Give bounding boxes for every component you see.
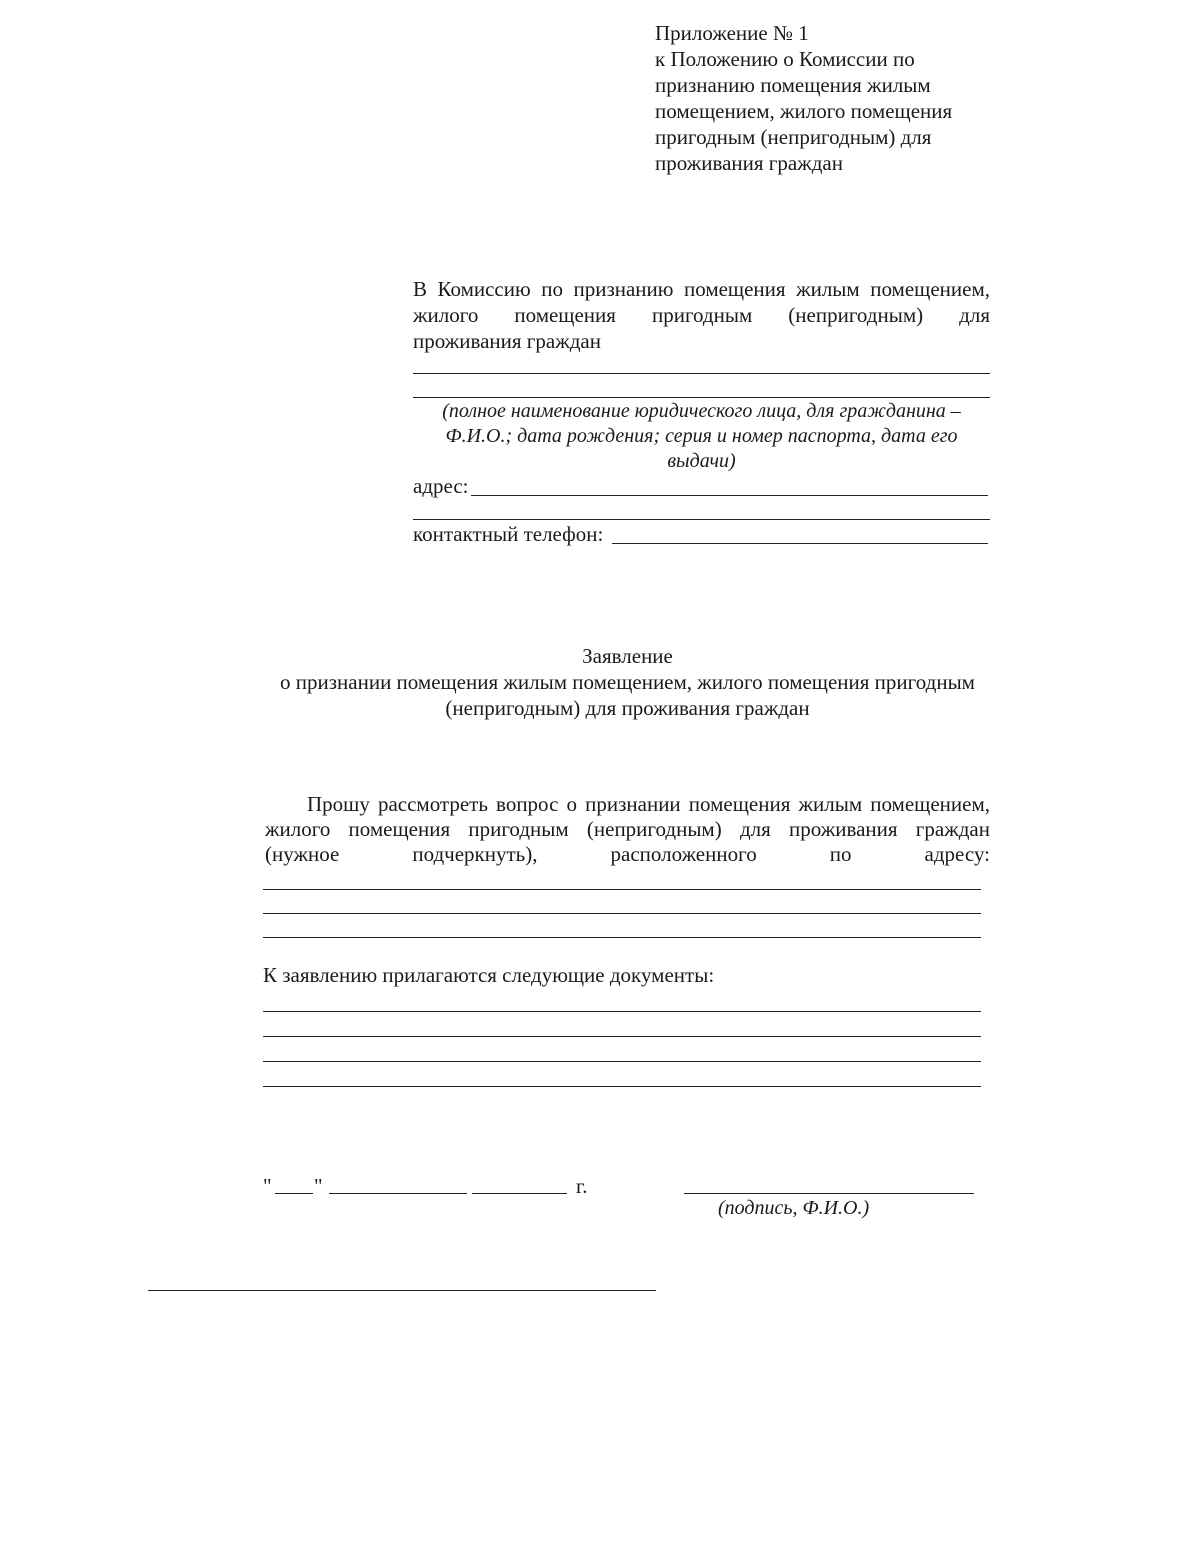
statement-title: Заявление	[582, 644, 673, 668]
body-line: жилого помещения пригодным (непригодным) для проживания граждан	[265, 817, 990, 841]
body-word: расположенного	[610, 842, 757, 866]
addressee-word: для	[959, 303, 990, 327]
signature-line[interactable]	[684, 1193, 974, 1194]
applicant-name-line[interactable]	[413, 373, 990, 374]
appendix-line: Приложение № 1	[655, 21, 809, 45]
attachments-line[interactable]	[263, 1086, 981, 1087]
signature-hint: (подпись, Ф.И.О.)	[718, 1197, 870, 1219]
year-suffix: г.	[576, 1174, 588, 1198]
addressee-block	[413, 276, 990, 354]
premises-address-line[interactable]	[263, 889, 981, 890]
statement-title-block	[200, 643, 1055, 721]
addressee-line-words	[413, 302, 990, 328]
hint-line: выдачи)	[667, 450, 736, 472]
phone-field-line[interactable]	[612, 543, 988, 544]
attachments-line[interactable]	[263, 1036, 981, 1037]
date-month-line[interactable]	[329, 1193, 467, 1194]
body-word: (нужное	[265, 842, 340, 866]
body-word: адресу:	[924, 842, 990, 866]
addressee-word: пригодным	[651, 303, 753, 327]
body-word: подчеркнуть),	[412, 842, 538, 866]
address-field-line[interactable]	[413, 519, 990, 520]
appendix-line: помещением, жилого помещения	[655, 99, 953, 123]
date-year-line[interactable]	[472, 1193, 567, 1194]
addressee-word: помещения	[514, 303, 616, 327]
date-quote-close: "	[314, 1174, 323, 1198]
body-line-words	[265, 842, 990, 867]
addressee-line: проживания граждан	[413, 329, 601, 353]
footnote-separator	[148, 1290, 656, 1291]
phone-label: контактный телефон:	[413, 522, 604, 546]
appendix-line: проживания граждан	[655, 151, 843, 175]
appendix-line: пригодным (непригодным) для	[655, 125, 932, 149]
attachments-line[interactable]	[263, 1061, 981, 1062]
body-line: Прошу рассмотреть вопрос о признании помещения жилым помещением,	[307, 792, 990, 816]
hint-line: Ф.И.О.; дата рождения; серия и номер паспорта, дата его	[445, 425, 958, 447]
addressee-line: В Комиссию по признанию помещения жилым помещением,	[413, 277, 990, 301]
premises-address-line[interactable]	[263, 913, 981, 914]
appendix-line: признанию помещения жилым	[655, 73, 931, 97]
address-field-line[interactable]	[471, 495, 988, 496]
addressee-word: (непригодным)	[788, 303, 924, 327]
addressee-word: жилого	[413, 303, 479, 327]
attachments-label: К заявлению прилагаются следующие документы:	[263, 963, 715, 987]
statement-subtitle: о признании помещения жилым помещением, жилого помещения пригодным	[280, 670, 975, 694]
statement-body	[265, 792, 990, 867]
date-day-line[interactable]	[275, 1193, 313, 1194]
applicant-name-line[interactable]	[413, 397, 990, 398]
date-quote-open: "	[263, 1174, 272, 1198]
address-label: адрес:	[413, 474, 469, 498]
premises-address-line[interactable]	[263, 937, 981, 938]
statement-subtitle: (непригодным) для проживания граждан	[445, 696, 810, 720]
body-word: по	[829, 842, 852, 866]
hint-line: (полное наименование юридического лица, для гражданина –	[442, 400, 961, 422]
applicant-hint	[413, 399, 990, 474]
appendix-line: к Положению о Комиссии по	[655, 47, 915, 71]
appendix-header	[655, 20, 1015, 176]
attachments-line[interactable]	[263, 1011, 981, 1012]
